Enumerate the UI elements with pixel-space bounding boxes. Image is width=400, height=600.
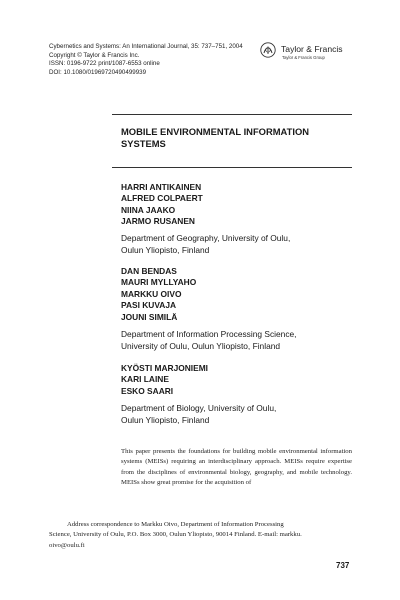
footnote-line: Science, University of Oulu, P.O. Box 3000, Oulun Yliopisto, 90014 Finland. E-mail: markku. xyxy=(49,531,302,539)
author-name: JARMO RUSANEN xyxy=(121,216,195,227)
author-name: NIINA JAAKO xyxy=(121,204,176,215)
page-number: 737 xyxy=(336,561,350,570)
affiliation-line: Oulun Yliopisto, Finland xyxy=(121,414,210,425)
affiliation-line: Department of Information Processing Science, xyxy=(121,329,297,339)
author-group-2 xyxy=(121,266,196,323)
author-name: KYÖSTI MARJONIEMI xyxy=(121,363,209,373)
article-title-line: SYSTEMS xyxy=(121,138,166,150)
author-group-3 xyxy=(121,363,208,397)
author-name: ESKO SAARI xyxy=(121,385,174,396)
author-group-1 xyxy=(121,182,203,228)
publisher-group: Taylor & Francis Group xyxy=(282,55,325,60)
journal-info xyxy=(49,43,243,77)
author-name: JOUNI SIMILÄ xyxy=(121,311,178,322)
article-title xyxy=(121,126,321,150)
doi-line: DOI: 10.1080/01969720490499939 xyxy=(49,68,147,76)
correspondence-footnote xyxy=(49,520,352,551)
title-rule-top xyxy=(112,114,352,115)
author-name: PASI KUVAJA xyxy=(121,300,177,311)
affiliation-line: Oulun Yliopisto, Finland xyxy=(121,244,210,255)
author-name: KARI LAINE xyxy=(121,374,169,385)
affiliation-line: University of Oulu, Oulun Yliopisto, Finland xyxy=(121,340,281,351)
abstract-text: This paper presents the foundations for building mobile environmental information systems (MEISs) requiring an interdisciplinary approach. MEISs require expertise from the disciplines of environmental biology, geography, and mobile technology. MEISs show great promise for the acquisition of xyxy=(121,448,352,487)
copyright-line: Copyright © Taylor & Francis Inc. xyxy=(49,51,140,59)
affiliation-line: Department of Biology, University of Oulu, xyxy=(121,403,277,413)
affiliation-line: Department of Geography, University of Oulu, xyxy=(121,233,291,243)
taylor-francis-logo-icon xyxy=(260,42,276,58)
footnote-line: oivo@oulu.fi xyxy=(49,541,85,549)
author-name: HARRI ANTIKAINEN xyxy=(121,182,202,192)
issn-line: ISSN: 0196-9722 print/1087-6553 online xyxy=(49,60,160,68)
author-name: MAURI MYLLYAHO xyxy=(121,277,197,288)
journal-citation: Cybernetics and Systems: An International Journal, 35: 737–751, 2004 xyxy=(49,43,243,50)
article-title-line: MOBILE ENVIRONMENTAL INFORMATION xyxy=(121,126,310,137)
affiliation-3 xyxy=(121,403,351,426)
publisher-block xyxy=(260,42,360,66)
publisher-name: Taylor & Francis xyxy=(281,44,343,54)
affiliation-1 xyxy=(121,233,351,256)
author-name: DAN BENDAS xyxy=(121,266,177,276)
author-name: ALFRED COLPAERT xyxy=(121,193,203,204)
title-rule-bottom xyxy=(112,167,352,168)
footnote-line: Address correspondence to Markku Oivo, Department of Information Processing xyxy=(67,521,284,528)
affiliation-2 xyxy=(121,329,351,352)
author-name: MARKKU OIVO xyxy=(121,288,182,299)
